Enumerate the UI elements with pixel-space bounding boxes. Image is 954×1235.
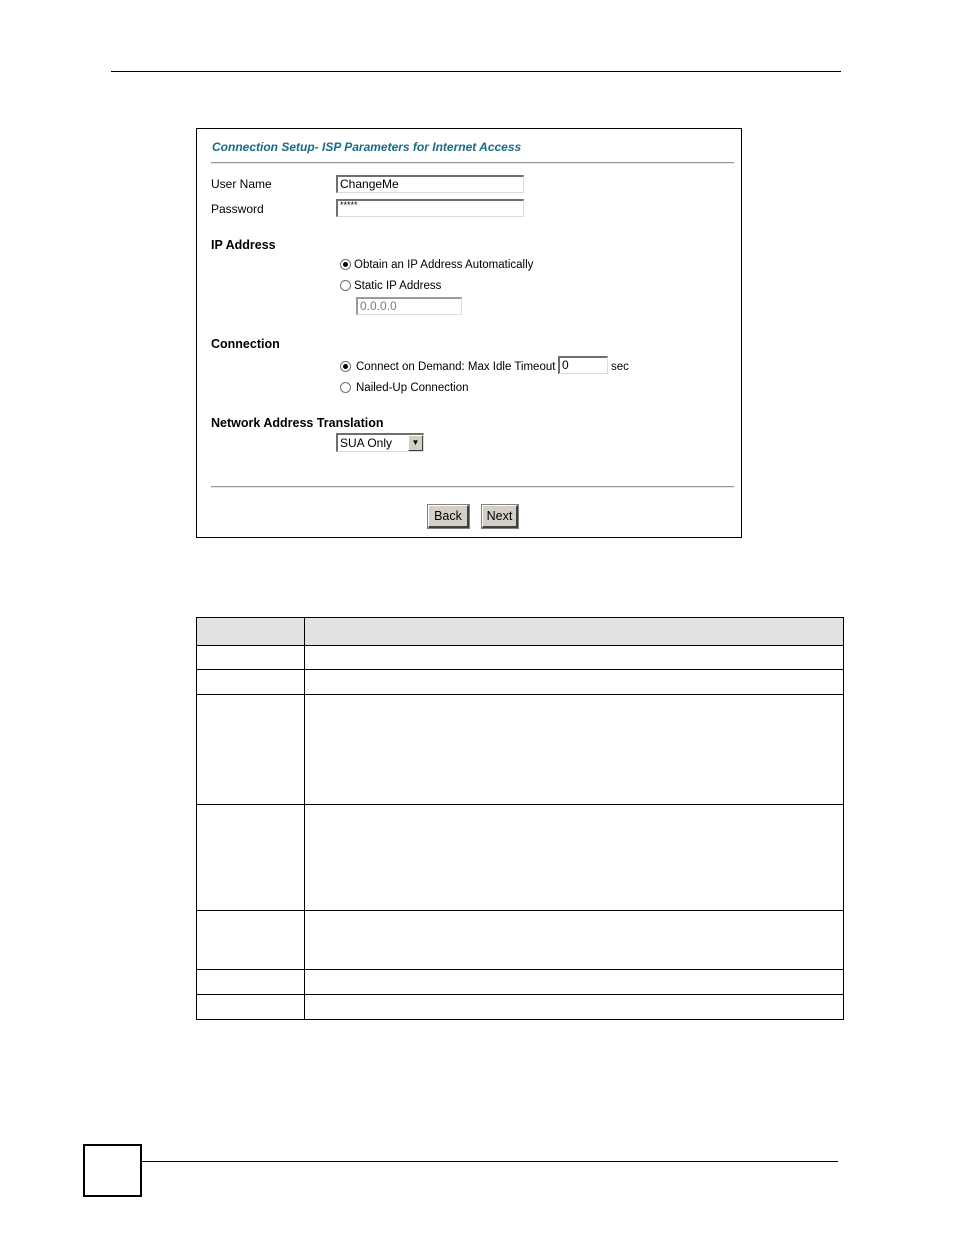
table-cell <box>305 670 844 695</box>
footer-divider <box>211 486 734 488</box>
table-row <box>197 995 844 1020</box>
radio-selected-dot <box>343 262 348 267</box>
table-cell <box>197 695 305 805</box>
table-header-cell <box>305 618 844 646</box>
user-name-input[interactable]: ChangeMe <box>336 175 524 193</box>
ip-address-heading: IP Address <box>211 238 276 252</box>
table-cell <box>305 970 844 995</box>
static-ip-label: Static IP Address <box>354 280 442 292</box>
field-description-table <box>196 617 844 1020</box>
next-button[interactable]: Next <box>482 505 518 528</box>
nailed-up-radio[interactable] <box>340 382 351 393</box>
table-cell <box>197 805 305 911</box>
back-button[interactable]: Back <box>428 505 469 528</box>
nat-heading: Network Address Translation <box>211 416 384 430</box>
static-ip-input[interactable]: 0.0.0.0 <box>356 297 462 315</box>
nat-select[interactable] <box>336 433 424 452</box>
footer-rule <box>140 1161 838 1162</box>
title-divider <box>211 162 734 164</box>
table-row <box>197 911 844 970</box>
obtain-ip-auto-label: Obtain an IP Address Automatically <box>354 259 534 271</box>
radio-selected-dot <box>343 364 348 369</box>
table-row <box>197 646 844 670</box>
table-cell <box>197 911 305 970</box>
table-row <box>197 970 844 995</box>
table-cell <box>305 995 844 1020</box>
chevron-down-icon[interactable]: ▼ <box>408 435 423 451</box>
page-number-box <box>83 1144 142 1197</box>
table-row <box>197 805 844 911</box>
table-cell <box>305 911 844 970</box>
isp-parameters-panel <box>196 128 742 538</box>
nailed-up-label: Nailed-Up Connection <box>356 382 469 394</box>
user-name-label: User Name <box>211 177 272 191</box>
password-input[interactable]: ***** <box>336 199 524 217</box>
connect-on-demand-label: Connect on Demand: Max Idle Timeout <box>356 361 556 373</box>
table-cell <box>197 970 305 995</box>
table-cell <box>197 646 305 670</box>
table-header-cell <box>197 618 305 646</box>
table-cell <box>305 695 844 805</box>
header-rule <box>111 71 841 72</box>
table-header-row <box>197 618 844 646</box>
connect-on-demand-radio[interactable] <box>340 361 351 372</box>
table-cell <box>197 670 305 695</box>
password-label: Password <box>211 202 264 216</box>
panel-title: Connection Setup- ISP Parameters for Internet Access <box>212 140 522 154</box>
static-ip-radio[interactable] <box>340 280 351 291</box>
connection-heading: Connection <box>211 337 280 351</box>
idle-timeout-unit: sec <box>611 361 629 373</box>
table-cell <box>305 805 844 911</box>
nat-select-value: SUA Only <box>340 436 393 450</box>
idle-timeout-input[interactable]: 0 <box>558 356 608 374</box>
obtain-ip-auto-radio[interactable] <box>340 259 351 270</box>
table-cell <box>197 995 305 1020</box>
table-row <box>197 670 844 695</box>
table-row <box>197 695 844 805</box>
table-cell <box>305 646 844 670</box>
